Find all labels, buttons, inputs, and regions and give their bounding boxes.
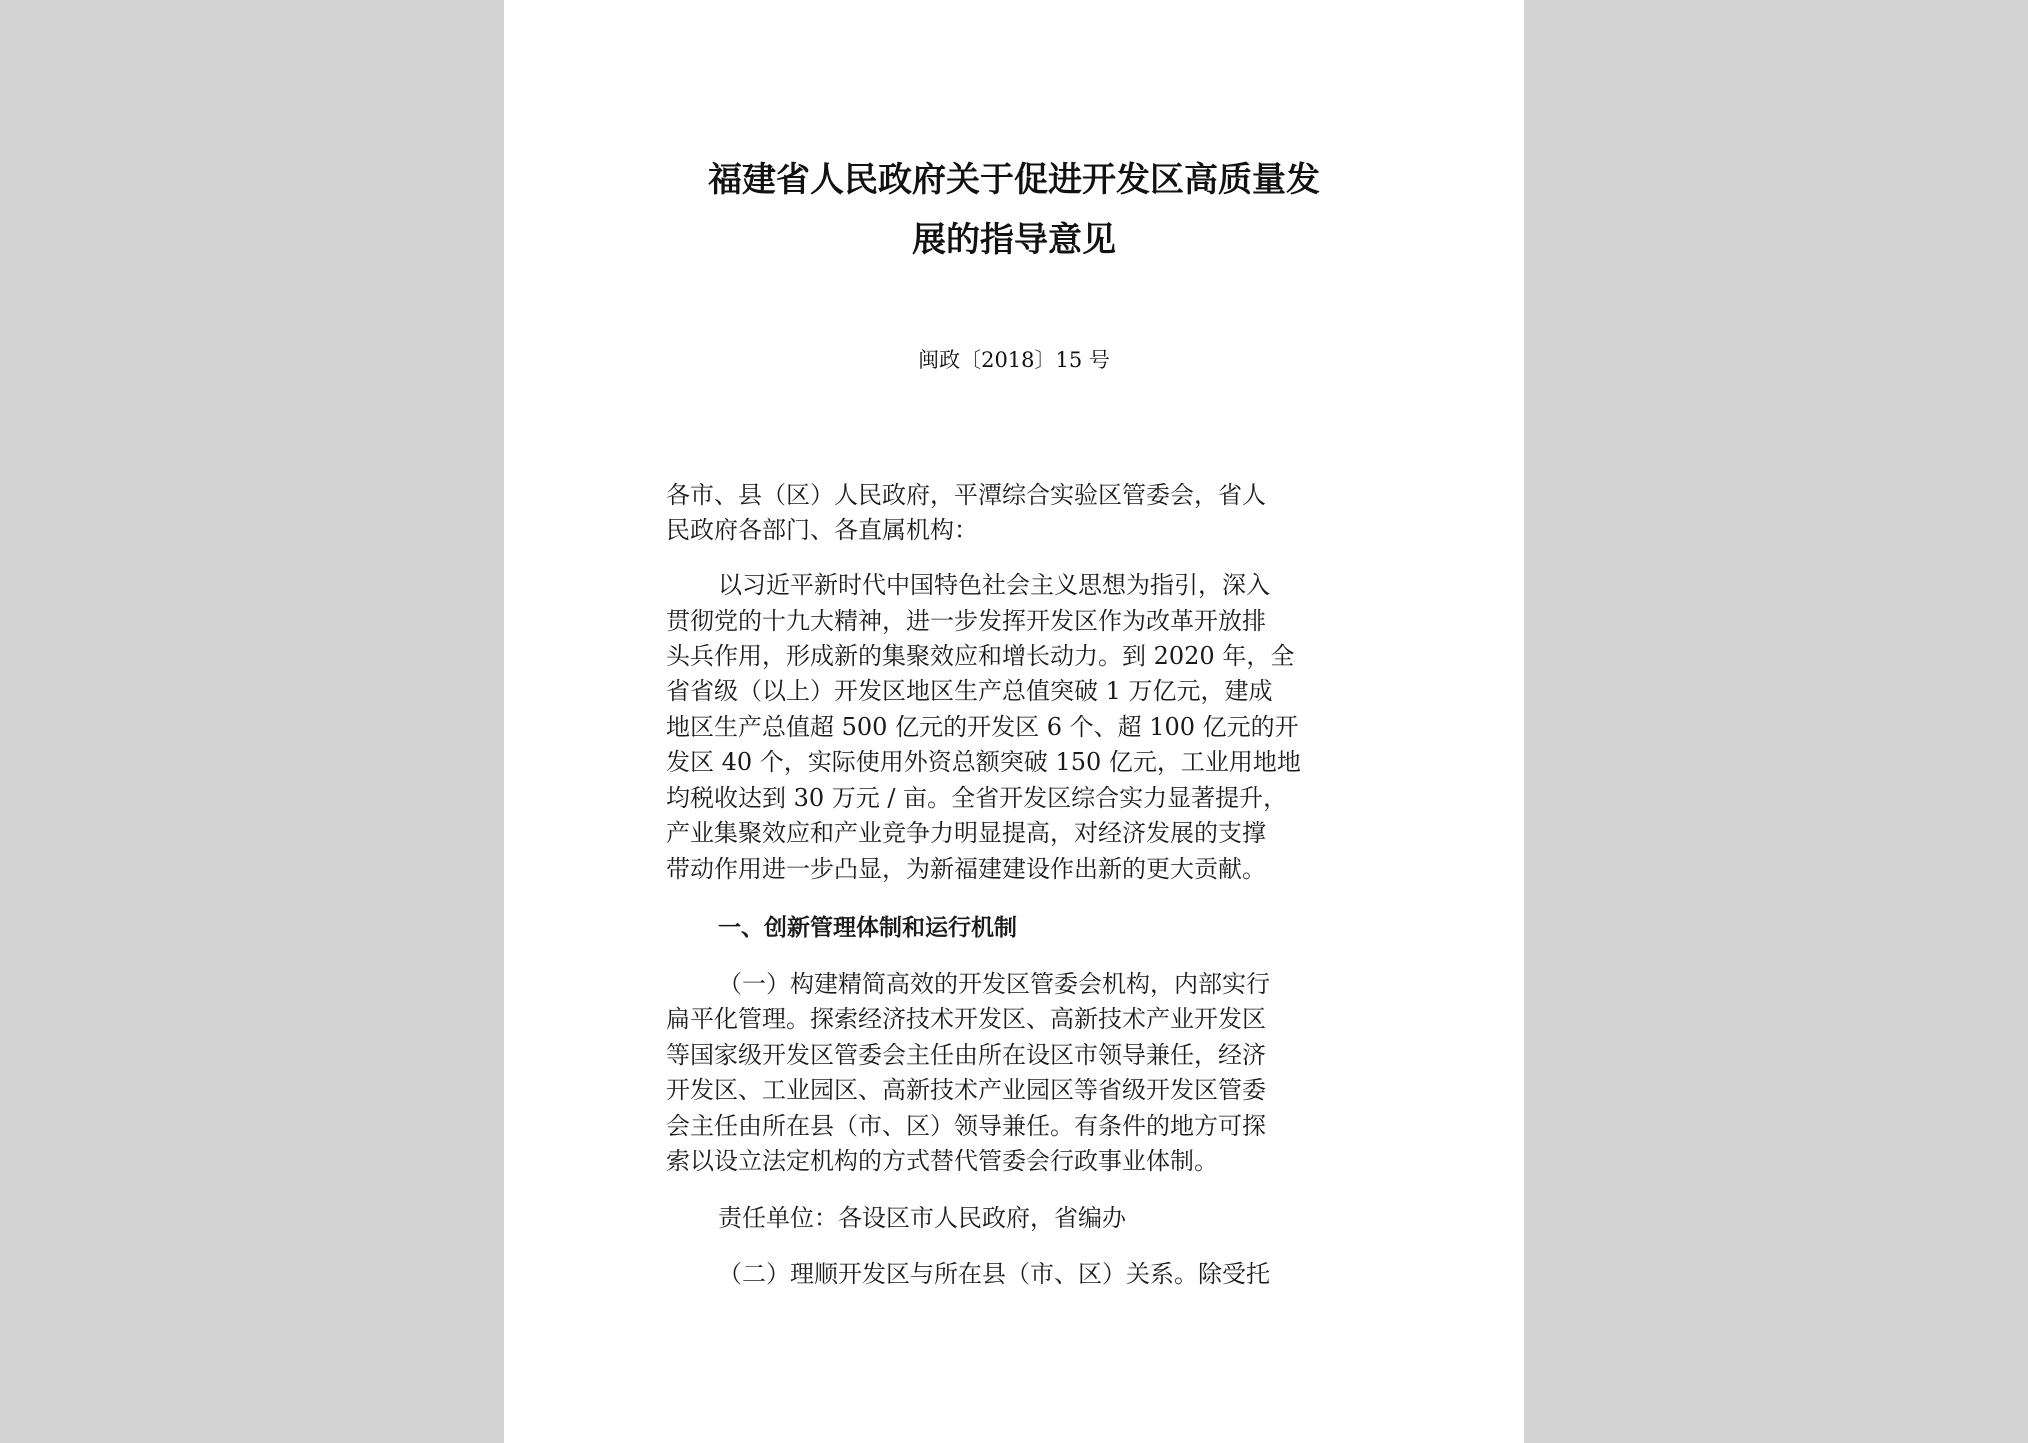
item1-line-4: 开发区、工业园区、高新技术产业园区等省级开发区管委: [666, 1076, 1266, 1104]
responsibility-line: 责任单位：各设区市人民政府，省编办: [718, 1204, 1126, 1232]
intro-line-4: 省省级（以上）开发区地区生产总值突破 1 万亿元，建成: [666, 677, 1273, 705]
intro-line-9: 带动作用进一步凸显，为新福建建设作出新的更大贡献。: [666, 855, 1266, 883]
item1-line-6: 索以设立法定机构的方式替代管委会行政事业体制。: [666, 1147, 1218, 1175]
item2-line-1: （二）理顺开发区与所在县（市、区）关系。除受托: [718, 1260, 1270, 1288]
section-heading-1: 一、创新管理体制和运行机制: [718, 915, 1017, 941]
title-line-1: 福建省人民政府关于促进开发区高质量发: [708, 160, 1320, 200]
item1-line-5: 会主任由所在县（市、区）领导兼任。有条件的地方可探: [666, 1112, 1266, 1140]
intro-line-8: 产业集聚效应和产业竞争力明显提高，对经济发展的支撑: [666, 819, 1266, 847]
document-title: [504, 150, 1524, 270]
item1-line-3: 等国家级开发区管委会主任由所在设区市领导兼任，经济: [666, 1041, 1266, 1069]
document-page: [504, 0, 1524, 1443]
item1-line-2: 扁平化管理。探索经济技术开发区、高新技术产业开发区: [666, 1005, 1266, 1033]
addressee-line-1: 各市、县（区）人民政府，平潭综合实验区管委会，省人: [666, 481, 1266, 509]
addressee-line-2: 民政府各部门、各直属机构：: [666, 516, 978, 544]
title-line-2: 展的指导意见: [912, 220, 1116, 260]
intro-line-1: 以习近平新时代中国特色社会主义思想为指引，深入: [718, 571, 1270, 599]
item1-line-1: （一）构建精简高效的开发区管委会机构，内部实行: [718, 970, 1270, 998]
document-number: 闽政〔2018〕15 号: [918, 348, 1110, 372]
intro-line-6: 发区 40 个，实际使用外资总额突破 150 亿元，工业用地地: [666, 748, 1301, 776]
intro-line-7: 均税收达到 30 万元 / 亩。全省开发区综合实力显著提升，: [666, 784, 1288, 812]
intro-line-3: 头兵作用，形成新的集聚效应和增长动力。到 2020 年，全: [666, 642, 1295, 670]
intro-line-2: 贯彻党的十九大精神，进一步发挥开发区作为改革开放排: [666, 607, 1266, 635]
intro-line-5: 地区生产总值超 500 亿元的开发区 6 个、超 100 亿元的开: [666, 713, 1299, 741]
